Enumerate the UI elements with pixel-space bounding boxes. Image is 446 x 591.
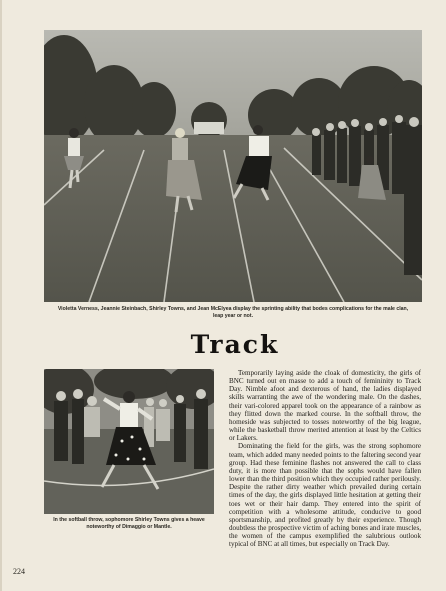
softball-throw-photo [44, 369, 214, 514]
sprint-photo-caption: Violetta Verness, Jeannie Steinbach, Shirley Towns, and Jean McElyea display the sprinting ability that bodes complications for the male clan, leap year or not. [57, 306, 409, 319]
softball-throw-photo-caption: In the softball throw, sophomore Shirley Towns gives a heave noteworthy of Dimaggio or Mantle. [53, 517, 205, 530]
page-number: 224 [13, 567, 25, 576]
article-paragraph-1: Temporarily laying aside the cloak of domesticity, the girls of BNC turned out en masse to add a touch of femininity to Track Day. Nimble afoot and dexterous of hand, the ladies displayed skills warranting the awe of the wondering male. On the dashes, their vari-colored apparel took on the appearance of a rainbow as they flitted down the marked course. In the softball throw, the homeside was subjected to tosses noteworthy of the big league, while the basketball throw merited attention at least by the Celtics or Lakers. [229, 369, 421, 443]
article-body [229, 369, 421, 548]
sprint-photo [44, 30, 422, 302]
article-paragraph-2: Dominating the field for the girls, was the strong sophomore team, which added many needed points to the faltering second year group. Had these feminine flashes not answered the call to class duty, it is more than possible that the sophs would have fallen lower than the third position which they occupied rather perilously. Despite the rather dirty weather which prevailed during certain times of the day, the girls displayed little hesitation at getting their toes wet or their hair damp. They entered into the spirit of competition with a wholesome attitude, conducive to good sportsmanship, and profited greatly by their experience. Though doubtless the prospective victim of aching bones and irate muscles, the women of the campus exemplified the salubrious outlook typical of BNC at all times, but especially on Track Day. [229, 442, 421, 549]
page-title: Track [190, 330, 280, 359]
